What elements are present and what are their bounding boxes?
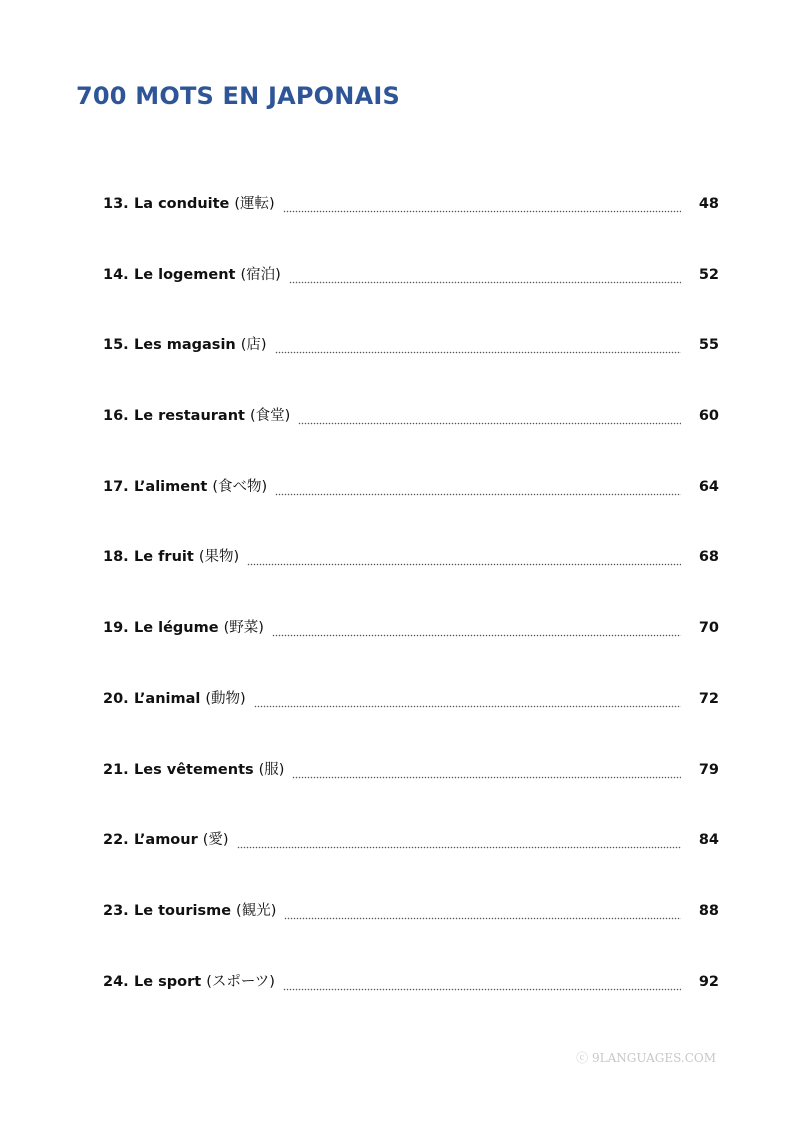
toc-entry-title: Le sport (134, 973, 202, 990)
copyright-watermark: ⓒ 9LANGUAGES.COM (576, 1051, 716, 1065)
toc-entry-number: 14. (103, 266, 129, 283)
toc-entry-japanese: (観光) (236, 902, 277, 919)
toc-entry[interactable] (103, 681, 719, 752)
toc-entry[interactable] (103, 893, 719, 964)
dot-leader (283, 964, 681, 1000)
toc-entry-japanese: (店) (240, 337, 267, 354)
dot-leader (284, 893, 680, 929)
dot-leader (254, 681, 681, 717)
toc-entry-page: 70 (698, 620, 719, 637)
toc-entry-page: 55 (698, 337, 719, 354)
dot-leader (289, 257, 681, 293)
toc-entry-page: 79 (698, 761, 719, 778)
toc-entry-japanese: (食堂) (249, 408, 291, 425)
toc-entry-title: Le logement (134, 266, 236, 283)
dot-leader (275, 469, 681, 505)
toc-entry-japanese: (動物) (205, 690, 246, 707)
toc-entry-page: 92 (698, 973, 719, 990)
toc-entry[interactable] (103, 398, 719, 469)
toc-entry-title: L’aliment (134, 478, 208, 495)
toc-entry-page: 68 (698, 549, 719, 566)
toc-entry-japanese: (宿泊) (240, 266, 281, 283)
toc-entry-number: 21. (103, 761, 129, 778)
toc-entry-number: 20. (103, 690, 129, 707)
toc-entry-japanese: (果物) (198, 549, 240, 566)
toc-entry-title: Le tourisme (134, 902, 232, 919)
dot-leader (298, 398, 681, 434)
dot-leader (275, 327, 681, 363)
toc-entry[interactable] (103, 964, 719, 1035)
toc-entry-title: L’amour (134, 832, 198, 849)
toc-entry-number: 18. (103, 549, 129, 566)
toc-entry-number: 22. (103, 832, 129, 849)
table-of-contents (103, 186, 719, 1034)
dot-leader (292, 752, 680, 788)
toc-entry[interactable] (103, 539, 719, 610)
toc-entry-page: 60 (698, 408, 719, 425)
dot-leader (272, 610, 681, 646)
toc-entry-number: 15. (103, 337, 129, 354)
toc-entry-japanese: (食べ物) (212, 478, 268, 495)
toc-entry-japanese: (運転) (234, 196, 275, 212)
toc-entry[interactable] (103, 752, 719, 823)
toc-entry-japanese: (愛) (202, 832, 229, 849)
toc-entry-page: 64 (698, 478, 719, 495)
toc-entry-japanese: (スポーツ) (206, 973, 275, 990)
toc-entry[interactable] (103, 186, 719, 257)
toc-entry-page: 72 (698, 690, 719, 707)
dot-leader (247, 539, 681, 575)
toc-entry-title: Les magasin (134, 337, 236, 354)
toc-entry-title: Le fruit (134, 549, 194, 566)
toc-entry-number: 17. (103, 478, 129, 495)
toc-entry[interactable] (103, 610, 719, 681)
toc-entry[interactable] (103, 327, 719, 398)
toc-entry-number: 13. (103, 196, 129, 212)
toc-entry-title: Le restaurant (134, 408, 245, 425)
toc-entry-title: Le légume (134, 620, 219, 637)
toc-entry[interactable] (103, 469, 719, 540)
toc-entry-title: L’animal (134, 690, 201, 707)
toc-entry[interactable] (103, 257, 719, 328)
toc-entry-page: 84 (698, 832, 719, 849)
toc-entry-number: 23. (103, 902, 129, 919)
toc-entry-number: 24. (103, 973, 129, 990)
toc-entry-page: 88 (698, 902, 719, 919)
toc-entry-page: 52 (698, 266, 719, 283)
toc-entry-japanese: (服) (258, 761, 285, 778)
toc-entry-title: Les vêtements (134, 761, 254, 778)
page-title: 700 MOTS EN JAPONAIS (76, 82, 400, 110)
toc-entry[interactable] (103, 822, 719, 893)
dot-leader (237, 822, 681, 858)
toc-entry-number: 19. (103, 620, 129, 637)
toc-entry-page: 48 (698, 196, 719, 212)
toc-entry-number: 16. (103, 408, 129, 425)
toc-entry-japanese: (野菜) (223, 620, 264, 637)
dot-leader (283, 186, 681, 222)
toc-entry-title: La conduite (134, 196, 230, 212)
